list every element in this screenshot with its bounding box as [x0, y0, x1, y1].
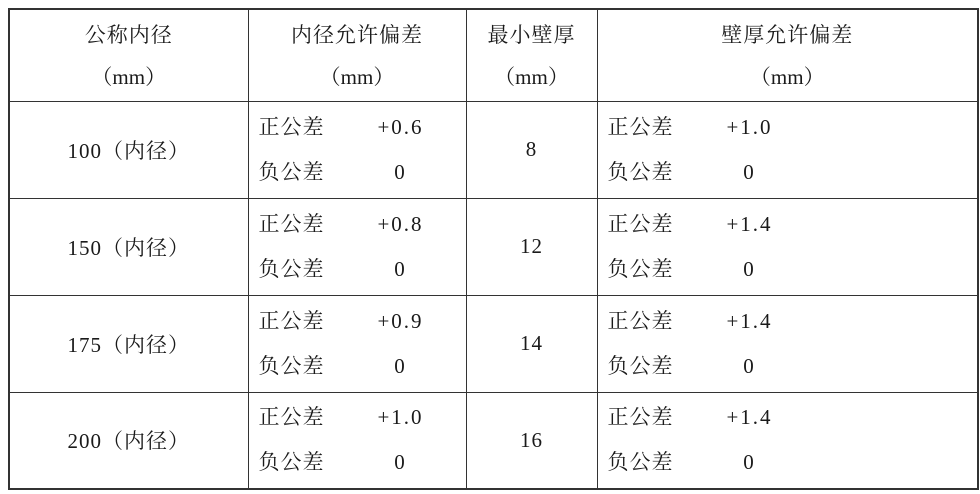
positive-tolerance-line	[598, 202, 978, 247]
positive-tolerance-label: 正公差	[258, 405, 325, 430]
cell-id-deviation	[248, 295, 466, 392]
positive-tolerance-label: 正公差	[607, 114, 674, 139]
negative-tolerance-value: 0	[394, 256, 407, 281]
header-title: 最小壁厚	[487, 23, 576, 48]
header-wall-deviation	[597, 9, 978, 101]
header-unit: （mm）	[494, 65, 569, 90]
cell-min-wall: 8	[466, 101, 597, 198]
header-id-deviation	[248, 9, 466, 101]
cell-min-wall: 14	[466, 295, 597, 392]
negative-tolerance-label: 负公差	[607, 159, 674, 184]
negative-tolerance-label: 负公差	[607, 450, 674, 475]
positive-tolerance-line	[249, 105, 466, 150]
positive-tolerance-line	[598, 105, 978, 150]
negative-tolerance-label: 负公差	[258, 353, 325, 378]
cell-min-wall: 16	[466, 392, 597, 489]
cell-id-deviation	[248, 198, 466, 295]
cell-wall-deviation	[597, 295, 978, 392]
cell-min-wall: 12	[466, 198, 597, 295]
table-row	[9, 101, 978, 198]
table-row	[9, 295, 978, 392]
negative-tolerance-value: 0	[743, 159, 756, 184]
positive-tolerance-value: +0.9	[377, 308, 424, 333]
positive-tolerance-line	[598, 395, 978, 440]
cell-wall-deviation	[597, 101, 978, 198]
positive-tolerance-label: 正公差	[607, 211, 674, 236]
table-row	[9, 198, 978, 295]
cell-nominal-diameter: 100（内径）	[9, 101, 248, 198]
positive-tolerance-line	[598, 299, 978, 344]
header-unit: （mm）	[91, 65, 167, 90]
header-min-wall	[466, 9, 597, 101]
positive-tolerance-value: +0.8	[377, 211, 424, 236]
negative-tolerance-line	[249, 344, 466, 389]
header-unit: （mm）	[749, 65, 825, 90]
table-row	[9, 392, 978, 489]
cell-nominal-diameter: 200（内径）	[9, 392, 248, 489]
positive-tolerance-value: +1.0	[726, 114, 773, 139]
cell-id-deviation	[248, 101, 466, 198]
negative-tolerance-line	[598, 247, 978, 292]
header-row	[9, 9, 978, 101]
positive-tolerance-label: 正公差	[607, 405, 674, 430]
positive-tolerance-label: 正公差	[258, 211, 325, 236]
header-unit: （mm）	[319, 65, 395, 90]
negative-tolerance-value: 0	[394, 159, 407, 184]
negative-tolerance-label: 负公差	[258, 256, 325, 281]
positive-tolerance-value: +1.0	[377, 405, 424, 430]
negative-tolerance-value: 0	[394, 450, 407, 475]
header-title: 公称内径	[84, 23, 173, 48]
positive-tolerance-value: +0.6	[377, 114, 424, 139]
tolerance-spec-table	[8, 8, 979, 490]
positive-tolerance-value: +1.4	[726, 405, 773, 430]
header-title: 内径允许偏差	[291, 23, 423, 48]
header-nominal-diameter	[9, 9, 248, 101]
negative-tolerance-line	[598, 344, 978, 389]
positive-tolerance-value: +1.4	[726, 308, 773, 333]
negative-tolerance-value: 0	[394, 353, 407, 378]
negative-tolerance-line	[249, 150, 466, 195]
positive-tolerance-line	[249, 299, 466, 344]
negative-tolerance-line	[249, 247, 466, 292]
positive-tolerance-label: 正公差	[607, 308, 674, 333]
negative-tolerance-value: 0	[743, 353, 756, 378]
cell-nominal-diameter: 150（内径）	[9, 198, 248, 295]
positive-tolerance-line	[249, 395, 466, 440]
header-title: 壁厚允许偏差	[721, 23, 854, 48]
cell-wall-deviation	[597, 198, 978, 295]
positive-tolerance-label: 正公差	[258, 308, 325, 333]
negative-tolerance-label: 负公差	[258, 450, 325, 475]
positive-tolerance-value: +1.4	[726, 211, 773, 236]
negative-tolerance-value: 0	[743, 256, 756, 281]
negative-tolerance-line	[598, 440, 978, 485]
cell-id-deviation	[248, 392, 466, 489]
cell-wall-deviation	[597, 392, 978, 489]
negative-tolerance-line	[249, 440, 466, 485]
negative-tolerance-value: 0	[743, 450, 756, 475]
positive-tolerance-label: 正公差	[258, 114, 325, 139]
negative-tolerance-label: 负公差	[607, 353, 674, 378]
negative-tolerance-label: 负公差	[607, 256, 674, 281]
positive-tolerance-line	[249, 202, 466, 247]
cell-nominal-diameter: 175（内径）	[9, 295, 248, 392]
negative-tolerance-line	[598, 150, 978, 195]
negative-tolerance-label: 负公差	[258, 159, 325, 184]
